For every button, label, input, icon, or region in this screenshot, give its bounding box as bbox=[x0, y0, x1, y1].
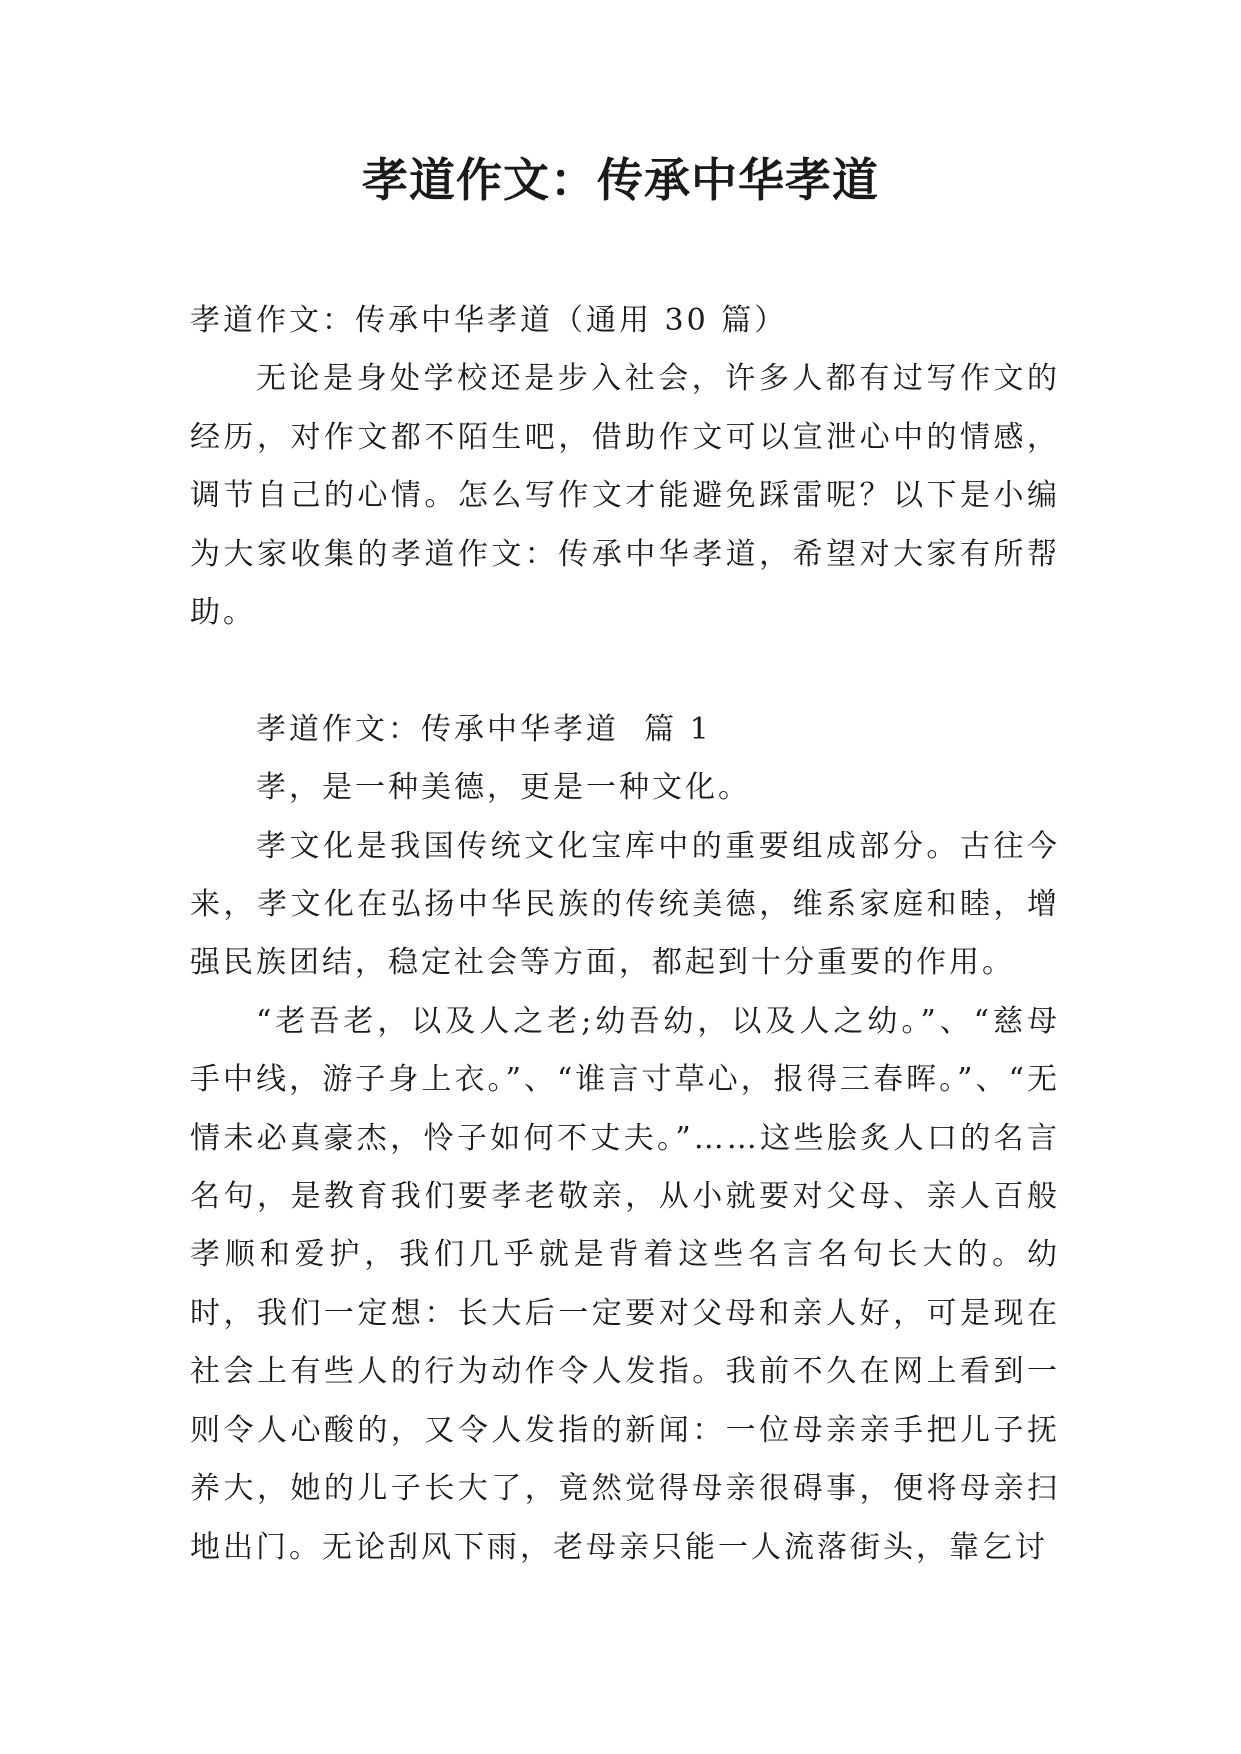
paragraph-spacer bbox=[190, 642, 1060, 700]
intro-paragraph: 无论是身处学校还是步入社会，许多人都有过写作文的经历，对作文都不陌生吧，借助作文可以宣泄心中的情感，调节自己的心情。怎么写作文才能避免踩雷呢？以下是小编为大家收集的孝道作文：传承中华孝道，希望对大家有所帮助。 bbox=[190, 361, 1060, 631]
section-heading: 孝道作文：传承中华孝道 篇 1 bbox=[256, 711, 712, 747]
body-paragraph: 孝文化是我国传统文化宝库中的重要组成部分。古往今来，孝文化在弘扬中华民族的传统美德，维系家庭和睦，增强民族团结，稳定社会等方面，都起到十分重要的作用。 bbox=[190, 828, 1060, 981]
document-body bbox=[190, 292, 1060, 1577]
body-paragraph: “老吾老，以及人之老;幼吾幼，以及人之幼。”、“慈母手中线，游子身上衣。”、“谁言寸草心，报得三春晖。”、“无情未必真豪杰，怜子如何不丈夫。”……这些脍炙人口的名言名句，是教育我们要孝老敬亲，从小就要对父母、亲人百般孝顺和爱护，我们几乎就是背着这些名言名句长大的。幼时，我们一定想：长大后一定要对父母和亲人好，可是现在社会上有些人的行为动作令人发指。我前不久在网上看到一则令人心酸的，又令人发指的新闻：一位母亲亲手把儿子抚养大，她的儿子长大了，竟然觉得母亲很碍事，便将母亲扫地出门。无论刮风下雨，老母亲只能一人流落街头，靠乞讨 bbox=[190, 1003, 1060, 1565]
document-subtitle: 孝道作文：传承中华孝道（通用 30 篇） bbox=[190, 303, 788, 338]
body-paragraph: 孝，是一种美德，更是一种文化。 bbox=[256, 770, 751, 806]
document-title: 孝道作文：传承中华孝道 bbox=[362, 153, 879, 207]
